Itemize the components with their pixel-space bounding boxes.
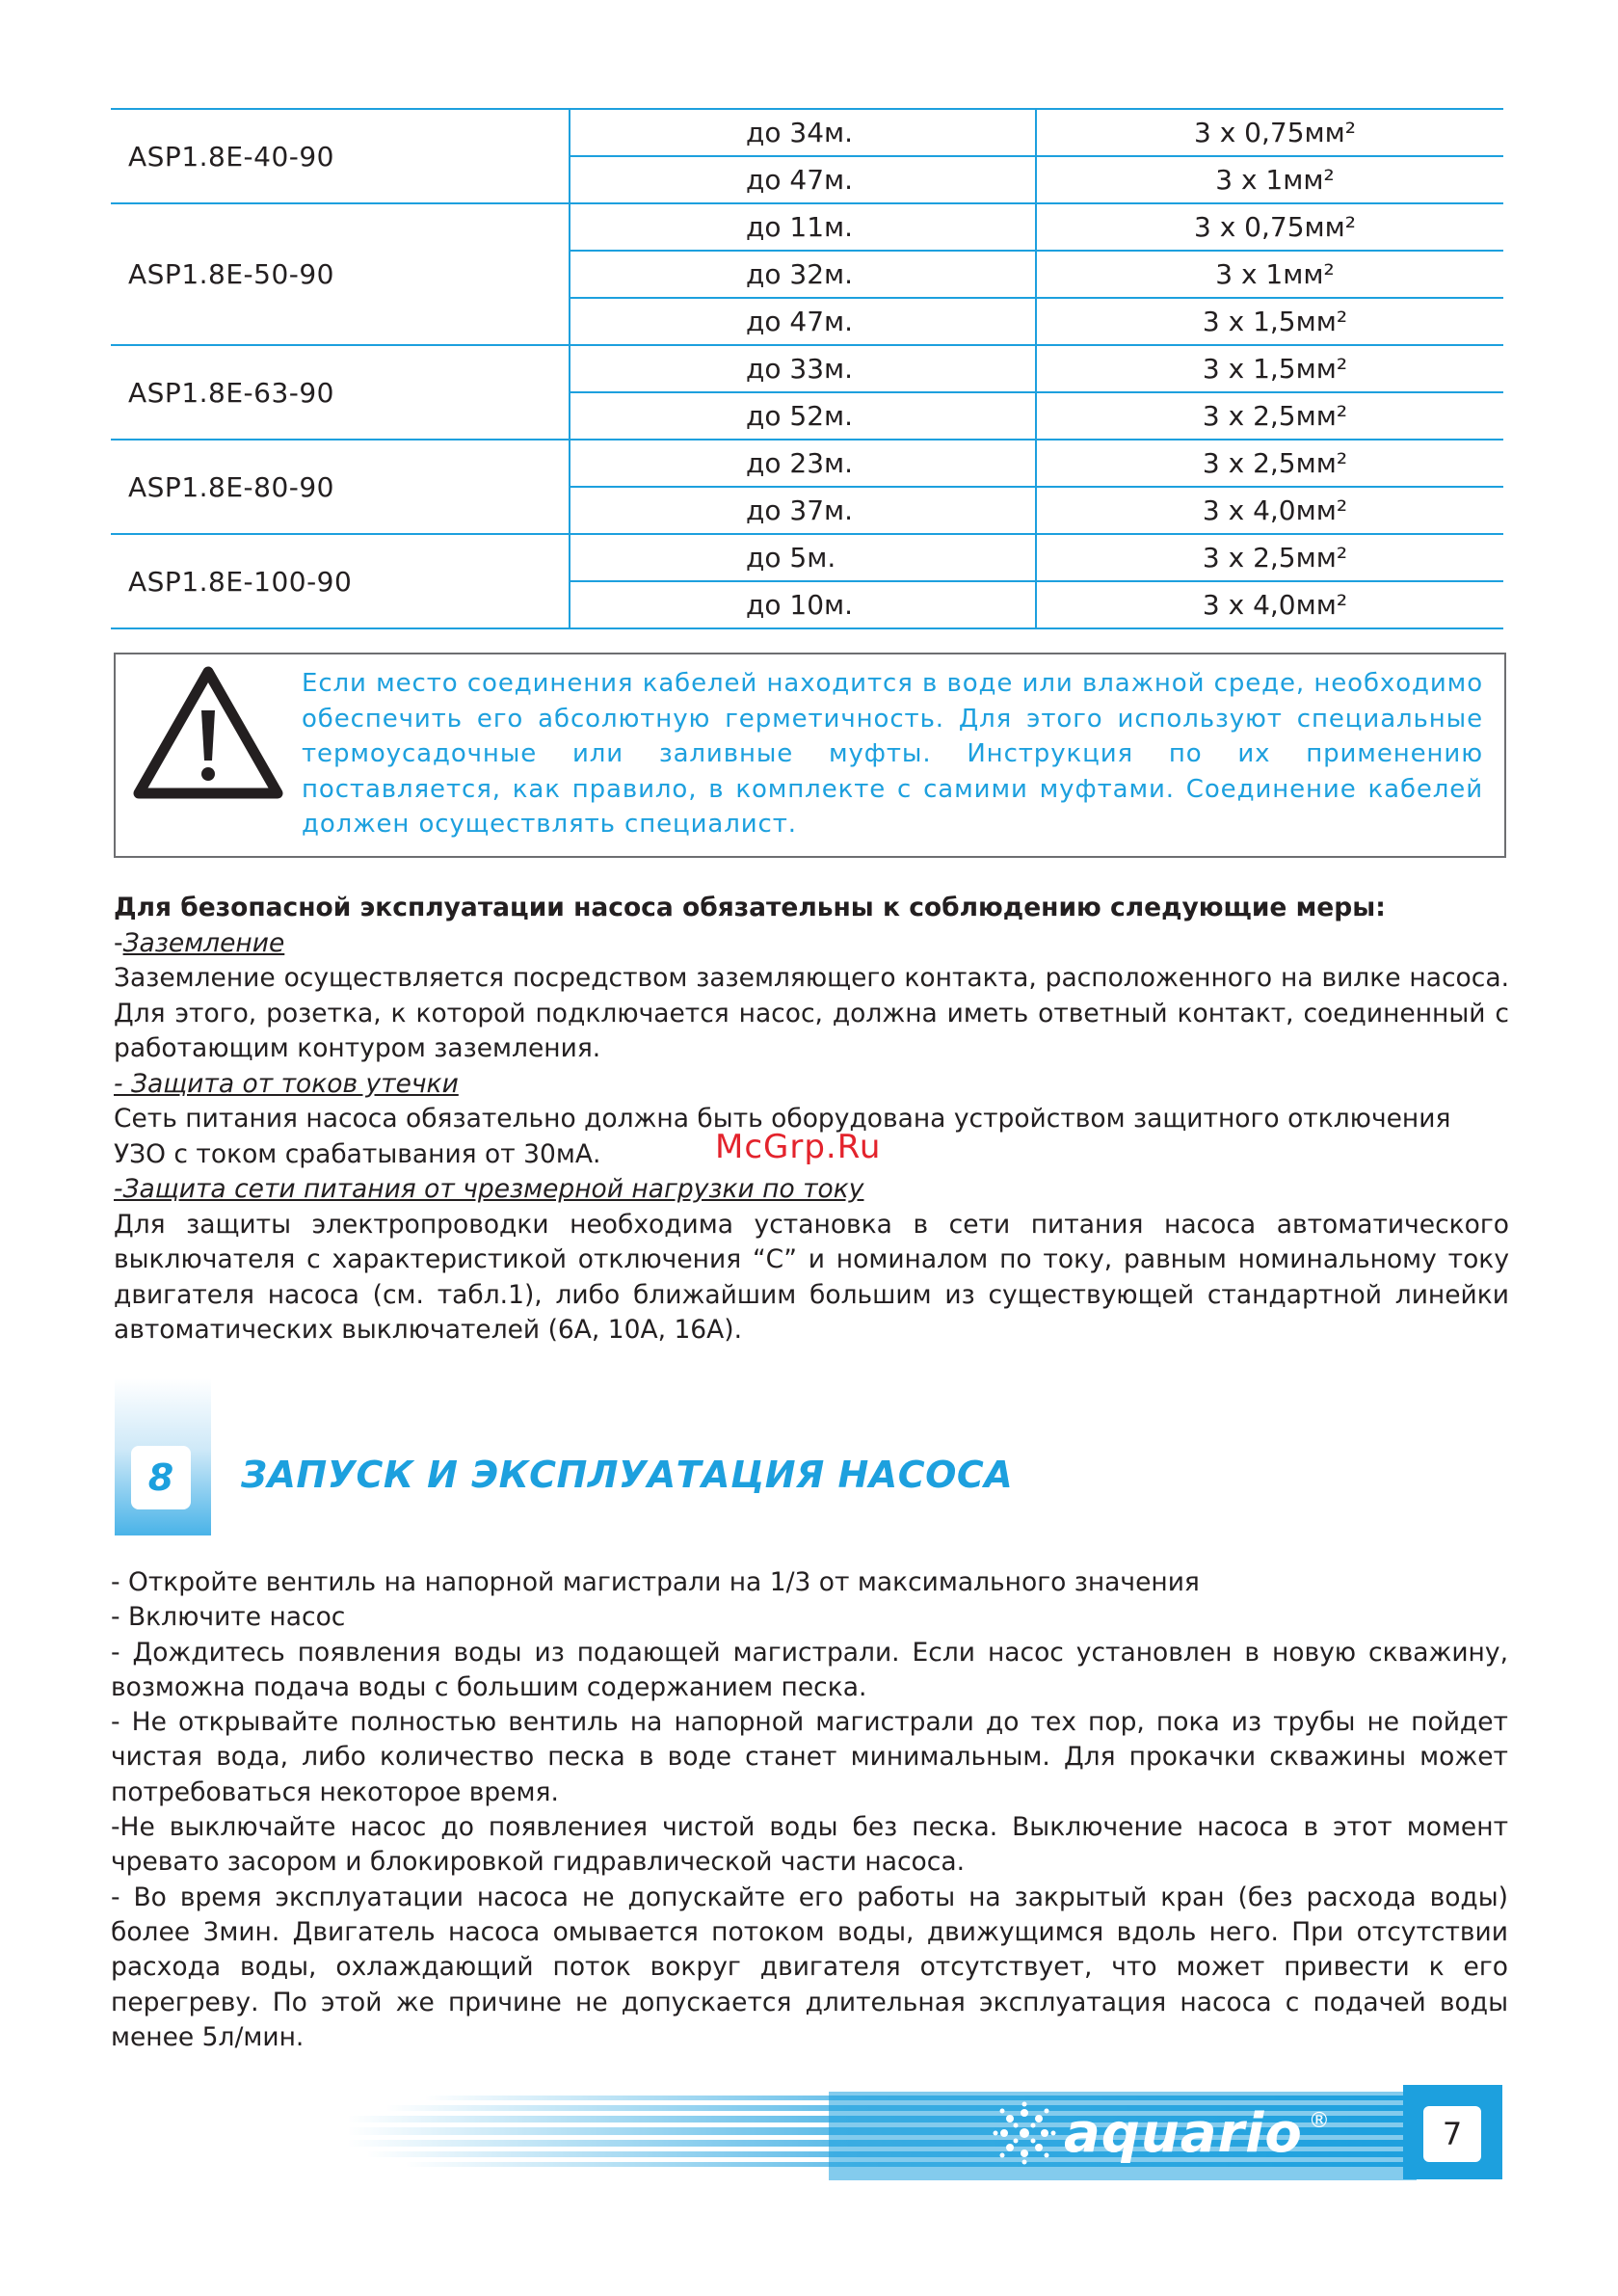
table-row	[570, 580, 1503, 627]
table-row	[570, 250, 1503, 297]
registered-mark: ®	[1308, 2109, 1330, 2133]
overload-title: -Защита сети питания от чрезмерной нагрузки по току	[114, 1174, 864, 1204]
model-name: ASP1.8E-50-90	[128, 258, 334, 290]
cable-length-cell: до 32м.	[570, 252, 1037, 297]
startup-step: - Во время эксплуатации насоса не допускайте его работы на закрытый кран (без расхода воды) более 3мин. Двигатель насоса омывается потоком воды, движущимся вдоль него. При отсутствии расхода воды, охлаждающий поток вокруг двигателя отсутствует, что может привести к его перегреву. По этой же причине не допускается длительная эксплуатация насоса с подачей воды менее 5л/мин.	[111, 1882, 1508, 2052]
table-row	[570, 204, 1503, 250]
safety-section	[114, 891, 1509, 1348]
startup-step: -Не выключайте насос до появлениея чистой воды без песка. Выключение насоса в этот момент чревато засором и блокировкой гидравлической части насоса.	[111, 1812, 1508, 1878]
model-name: ASP1.8E-40-90	[128, 140, 334, 173]
snowflake-logo-icon	[993, 2101, 1056, 2165]
cable-length-cell: до 5м.	[570, 535, 1037, 580]
startup-step: - Включите насос	[111, 1602, 346, 1633]
cable-section-table	[111, 108, 1503, 629]
cable-section-cell: 3 x 1мм²	[1215, 164, 1335, 196]
page-number: 7	[1423, 2106, 1481, 2162]
cable-length-cell: до 37м.	[570, 488, 1037, 533]
cable-length-cell: до 47м.	[570, 157, 1037, 202]
grounding-heading: -Заземление	[114, 927, 285, 958]
model-group	[111, 441, 1503, 535]
brand-logo	[993, 2101, 1330, 2165]
cable-length-cell: до 34м.	[570, 110, 1037, 155]
leakage-text: Сеть питания насоса обязательно должна быть оборудована устройством защитного отключения УЗО с током срабатывания от 30мА.	[114, 1104, 1451, 1169]
model-group	[111, 204, 1503, 346]
cable-section-cell: 3 x 1мм²	[1215, 258, 1335, 290]
model-group	[111, 535, 1503, 629]
table-row	[570, 346, 1503, 391]
brand-name: aquario	[1064, 2101, 1303, 2165]
cable-length-cell: до 11м.	[570, 204, 1037, 250]
watermark: McGrp.Ru	[715, 1128, 882, 1166]
startup-step: - Не открывайте полностью вентиль на напорной магистрали до тех пор, пока из трубы не пойдет чистая вода, либо количество песка в воде станет минимальным. Для прокачки скважины может потребоваться некоторое время.	[111, 1707, 1508, 1807]
cable-section-cell: 3 x 4,0мм²	[1202, 494, 1348, 526]
table-row	[570, 297, 1503, 344]
cable-length-cell: до 47м.	[570, 299, 1037, 344]
safety-heading: Для безопасной эксплуатации насоса обязательны к соблюдению следующие меры:	[114, 893, 1386, 922]
cable-length-cell: до 10м.	[570, 582, 1037, 627]
cable-section-cell: 3 x 1,5мм²	[1202, 353, 1348, 385]
cable-section-cell: 3 x 0,75мм²	[1194, 117, 1356, 148]
startup-instructions	[111, 1565, 1508, 2055]
warning-text: Если место соединения кабелей находится в воде или влажной среде, необходимо обеспечить его абсолютную герметичность. Для этого используют специальные термоусадочные или заливные муфты. Инструкция по их применению поставляется, как правило, в комплекте с самими муфтами. Соединение кабелей должен осуществлять специалист.	[302, 669, 1483, 839]
table-row	[570, 441, 1503, 486]
warning-box	[114, 653, 1506, 858]
section-title: ЗАПУСК И ЭКСПЛУАТАЦИЯ НАСОСА	[241, 1454, 1014, 1496]
table-row	[570, 155, 1503, 202]
model-name: ASP1.8E-80-90	[128, 470, 334, 503]
startup-step: - Откройте вентиль на напорной магистрали на 1/3 от максимального значения	[111, 1567, 1200, 1597]
cable-length-cell: до 33м.	[570, 346, 1037, 391]
cable-length-cell: до 52м.	[570, 393, 1037, 439]
cable-section-cell: 3 x 0,75мм²	[1194, 211, 1356, 243]
warning-triangle-icon	[131, 664, 285, 801]
grounding-title: Заземление	[122, 927, 285, 958]
cable-length-cell: до 23м.	[570, 441, 1037, 486]
table-row	[570, 391, 1503, 439]
model-name: ASP1.8E-63-90	[128, 376, 334, 409]
table-row	[570, 486, 1503, 533]
cable-section-cell: 3 x 2,5мм²	[1202, 400, 1348, 432]
startup-step: - Дождитесь появления воды из подающей магистрали. Если насос установлен в новую скважину, возможна подача воды с большим содержанием песка.	[111, 1637, 1508, 1702]
cable-section-cell: 3 x 2,5мм²	[1202, 447, 1348, 479]
table-row	[570, 110, 1503, 155]
grounding-text: Заземление осуществляется посредством заземляющего контакта, расположенного на вилке насоса. Для этого, розетка, к которой подключается насос, должна иметь ответный контакт, соединенный с работающим контуром заземления.	[114, 963, 1509, 1063]
section-number: 8	[131, 1446, 191, 1509]
overload-text: Для защиты электропроводки необходима установка в сети питания насоса автоматического выключателя с характеристикой отключения “С” и номиналом по току, равным номинальному току двигателя насоса (см. табл.1), либо ближайшим большим из существующей стандартной линейки автоматических выключателей (6А, 10А, 16А).	[114, 1209, 1509, 1345]
leakage-title: - Защита от токов утечки	[114, 1068, 459, 1099]
cable-section-cell: 3 x 2,5мм²	[1202, 542, 1348, 574]
table-row	[570, 535, 1503, 580]
cable-section-cell: 3 x 1,5мм²	[1202, 306, 1348, 337]
model-name: ASP1.8E-100-90	[128, 565, 353, 598]
model-group	[111, 108, 1503, 204]
model-group	[111, 346, 1503, 441]
cable-section-cell: 3 x 4,0мм²	[1202, 589, 1348, 621]
